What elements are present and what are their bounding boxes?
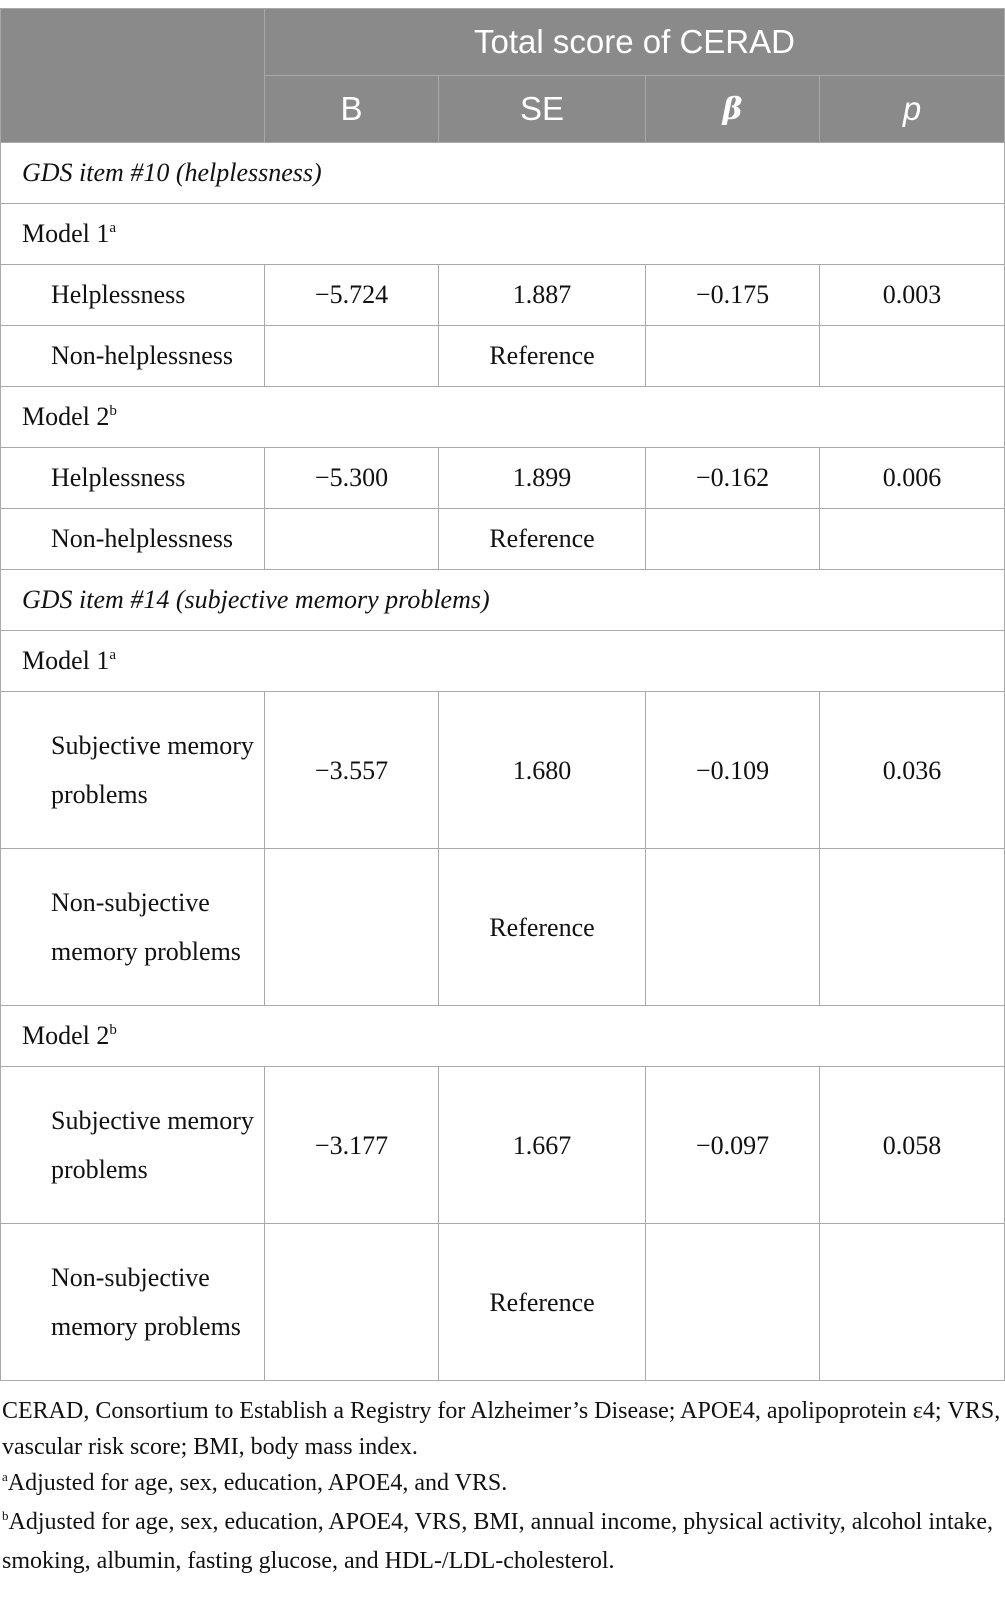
cell-p [820,326,1005,387]
footnote-a-text: Adjusted for age, sex, education, APOE4, and VRS. [7,1470,508,1496]
cell-b [265,326,439,387]
cell-beta [646,326,820,387]
cell-p [820,849,1005,1006]
footnote-b-mark: b [2,1508,9,1523]
row-label: Non-subjective memory problems [1,849,265,1006]
cell-b: −5.724 [265,265,439,326]
results-table-figure [0,8,1005,1579]
cell-beta: −0.175 [646,265,820,326]
table-row [1,265,1005,326]
cell-se: 1.680 [439,692,646,849]
cell-beta: −0.162 [646,448,820,509]
cell-reference: Reference [439,849,646,1006]
table-row [1,326,1005,387]
cell-reference: Reference [439,509,646,570]
model-label-cell [1,387,1005,448]
header-col-b: B [265,76,439,143]
model-label: Model 1 [22,219,110,248]
row-label: Non-subjective memory problems [1,1224,265,1381]
table-row [1,849,1005,1006]
row-label: Non-helplessness [1,326,265,387]
model-label: Model 2 [22,402,110,431]
model-label-cell [1,631,1005,692]
cell-se: 1.887 [439,265,646,326]
section-title: GDS item #14 (subjective memory problems) [1,570,1005,631]
header-group-title: Total score of CERAD [265,9,1005,76]
cell-reference: Reference [439,326,646,387]
cell-p: 0.036 [820,692,1005,849]
table-row [1,1067,1005,1224]
row-label: Non-helplessness [1,509,265,570]
row-label: Subjective memory problems [1,692,265,849]
footnote-a [2,1465,1001,1504]
header-col-beta: β [646,76,820,143]
model-label-cell [1,1006,1005,1067]
cell-p: 0.006 [820,448,1005,509]
table-header [1,9,1005,143]
cell-b [265,849,439,1006]
table-row [1,448,1005,509]
cell-beta [646,1224,820,1381]
cell-b: −3.177 [265,1067,439,1224]
footnote-marker: a [109,220,117,236]
model-row [1,387,1005,448]
footnote-abbreviations: CERAD, Consortium to Establish a Registry for Alzheimer’s Disease; APOE4, apolipoprotein ε4; VRS, vascular risk score; BMI, body mass index. [2,1398,1001,1460]
row-label: Helplessness [1,448,265,509]
footnote-b-text: Adjusted for age, sex, education, APOE4, VRS, BMI, annual income, physical activity, alcohol intake, smoking, albumin, fasting glucose, and HDL-/LDL-cholesterol. [2,1509,993,1574]
model-label-cell [1,204,1005,265]
footnote-marker: b [109,1022,117,1038]
row-label: Subjective memory problems [1,1067,265,1224]
table-body [1,143,1005,1381]
cell-p [820,509,1005,570]
cell-p [820,1224,1005,1381]
cell-b: −3.557 [265,692,439,849]
model-label: Model 1 [22,646,110,675]
model-label: Model 2 [22,1021,110,1050]
table-row [1,509,1005,570]
cell-se: 1.667 [439,1067,646,1224]
footnote-marker: b [109,403,117,419]
table-row [1,1224,1005,1381]
header-col-se: SE [439,76,646,143]
cell-beta [646,849,820,1006]
row-label: Helplessness [1,265,265,326]
header-col-p: p [820,76,1005,143]
footnote-b [2,1504,1001,1579]
cell-b: −5.300 [265,448,439,509]
model-row [1,1006,1005,1067]
model-row [1,631,1005,692]
cell-p: 0.003 [820,265,1005,326]
cell-p: 0.058 [820,1067,1005,1224]
cell-beta [646,509,820,570]
cell-beta: −0.109 [646,692,820,849]
table-row [1,692,1005,849]
section-row [1,570,1005,631]
header-blank-cell [1,9,265,143]
section-row [1,143,1005,204]
cell-reference: Reference [439,1224,646,1381]
regression-table [0,8,1005,1381]
footnote-marker: a [109,647,117,663]
cell-b [265,1224,439,1381]
footnote-a-mark: a [2,1469,8,1484]
cell-beta: −0.097 [646,1067,820,1224]
model-row [1,204,1005,265]
table-footnotes [0,1381,1005,1579]
cell-b [265,509,439,570]
cell-se: 1.899 [439,448,646,509]
section-title: GDS item #10 (helplessness) [1,143,1005,204]
